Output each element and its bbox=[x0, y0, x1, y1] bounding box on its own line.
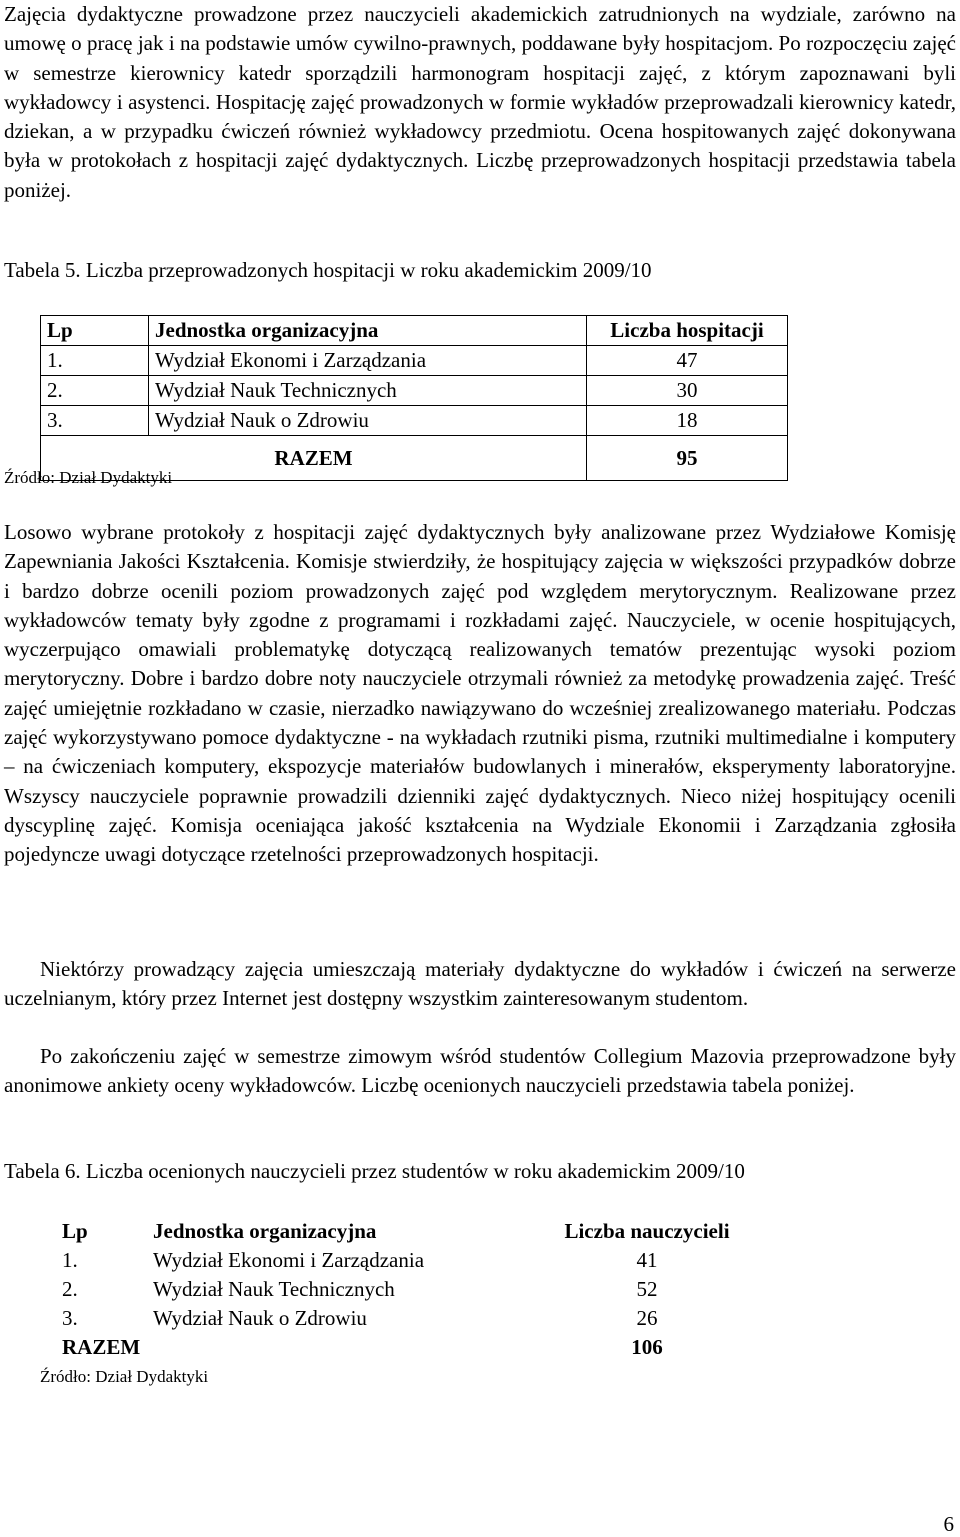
row-value: 41 bbox=[636, 1248, 658, 1272]
header-count: Liczba nauczycieli bbox=[564, 1219, 730, 1243]
header-unit: Jednostka organizacyjna bbox=[153, 1219, 377, 1243]
total-label: RAZEM bbox=[41, 436, 587, 481]
row-value: 47 bbox=[587, 346, 788, 376]
row-value: 52 bbox=[636, 1277, 658, 1301]
row-lp: 3. bbox=[62, 1306, 78, 1330]
row-unit: Wydział Nauk Technicznych bbox=[153, 1277, 395, 1301]
table5-hospitacje bbox=[40, 315, 788, 481]
row-unit: Wydział Nauk o Zdrowiu bbox=[149, 406, 587, 436]
header-lp: Lp bbox=[62, 1219, 88, 1243]
total-value: 106 bbox=[631, 1335, 663, 1359]
row-lp: 2. bbox=[62, 1277, 78, 1301]
row-lp: 1. bbox=[41, 346, 149, 376]
row-value: 26 bbox=[636, 1306, 658, 1330]
row-lp: 2. bbox=[41, 376, 149, 406]
total-label: RAZEM bbox=[62, 1335, 141, 1359]
table6-nauczyciele bbox=[56, 1217, 747, 1362]
row-value: 30 bbox=[587, 376, 788, 406]
paragraph-hospitacje-intro: Zajęcia dydaktyczne prowadzone przez nauczycieli akademickich zatrudnionych na wydziale, zarówno na umowę o pracę jak i na podstawie umów cywilno-prawnych, poddawane były hospitacjom. Po rozpoczęciu zajęć w semestrze kierownicy katedr sporządzili harmonogram hospitacji zajęć, z którym zapoznawani byli wykładowcy i asystenci. Hospitację zajęć prowadzonych w formie wykładów przeprowadzali kierownicy katedr, dziekan, a w przypadku ćwiczeń również wykładowcy przedmiotu. Ocena hospitowanych zajęć dokonywana była w protokołach z hospitacji zajęć dydaktycznych. Liczbę przeprowadzonych hospitacji przedstawia tabela poniżej. bbox=[4, 2, 956, 202]
header-count: Liczba hospitacji bbox=[587, 316, 788, 346]
table-row bbox=[41, 376, 788, 406]
page-number: 6 bbox=[943, 1512, 954, 1536]
table6-caption: Tabela 6. Liczba ocenionych nauczycieli przez studentów w roku akademickim 2009/10 bbox=[4, 1159, 745, 1183]
table5-caption: Tabela 5. Liczba przeprowadzonych hospitacji w roku akademickim 2009/10 bbox=[4, 258, 652, 282]
table-header-row bbox=[56, 1217, 747, 1246]
header-lp: Lp bbox=[41, 316, 149, 346]
table-header-row bbox=[41, 316, 788, 346]
total-value: 95 bbox=[587, 436, 788, 481]
row-unit: Wydział Ekonomi i Zarządzania bbox=[153, 1248, 425, 1272]
table6-source: Źródło: Dział Dydaktyki bbox=[40, 1367, 209, 1386]
table-row bbox=[56, 1304, 747, 1333]
row-unit: Wydział Ekonomi i Zarządzania bbox=[149, 346, 587, 376]
table5-source: Źródło: Dział Dydaktyki bbox=[4, 468, 173, 487]
row-lp: 3. bbox=[41, 406, 149, 436]
table-row bbox=[41, 406, 788, 436]
header-unit: Jednostka organizacyjna bbox=[149, 316, 587, 346]
row-unit: Wydział Nauk Technicznych bbox=[149, 376, 587, 406]
row-value: 18 bbox=[587, 406, 788, 436]
row-lp: 1. bbox=[62, 1248, 78, 1272]
paragraph-protokoly: Losowo wybrane protokoły z hospitacji zajęć dydaktycznych były analizowane przez Wydziałowe Komisję Zapewniania Jakości Kształcenia. Komisje stwierdziły, że hospitujący zajęcia w większości przypadków dobrze i bardzo dobrze ocenili poziom prowadzonych zajęć pod względem merytorycznym. Realizowane przez wykładowców tematy były zgodne z programami i rozkładami zajęć. Nauczyciele, w ocenie hospitujących, wyczerpująco omawiali problematykę dotyczącą realizowanych tematów prezentując wysoki poziom merytoryczny. Dobre i bardzo dobre noty nauczyciele otrzymali również za metodykę prowadzenia zajęć. Treść zajęć umiejętnie rozkładano w czasie, nierzadko nawiązywano do wcześniej zrealizowanego materiału. Podczas zajęć wykorzystywano pomoce dydaktyczne - na wykładach rzutniki pisma, rzutniki multimedialne i komputery – na ćwiczeniach komputery, ekspozycje materiałów budowlanych i minerałów, eksperymenty laboratoryjne. Wszyscy nauczyciele poprawnie prowadzili dzienniki zajęć dydaktycznych. Nieco niżej hospitujący ocenili dyscyplinę zajęć. Komisja oceniająca jakość kształcenia na Wydziale Ekonomii i Zarządzania zgłosiła pojedyncze uwagi dotyczące rzetelności przeprowadzonych hospitacji. bbox=[4, 520, 956, 867]
row-unit: Wydział Nauk o Zdrowiu bbox=[153, 1306, 367, 1330]
table-row bbox=[56, 1246, 747, 1275]
paragraph-materialy: Niektórzy prowadzący zajęcia umieszczają materiały dydaktyczne do wykładów i ćwiczeń na serwerze uczelnianym, który przez Internet jest dostępny wszystkim zainteresowanym studentom. bbox=[4, 957, 956, 1011]
table-row bbox=[56, 1275, 747, 1304]
table-total-row bbox=[56, 1333, 747, 1362]
table-row bbox=[41, 346, 788, 376]
paragraph-ankiety: Po zakończeniu zajęć w semestrze zimowym wśród studentów Collegium Mazovia przeprowadzone były anonimowe ankiety oceny wykładowców. Liczbę ocenionych nauczycieli przedstawia tabela poniżej. bbox=[4, 1044, 956, 1098]
